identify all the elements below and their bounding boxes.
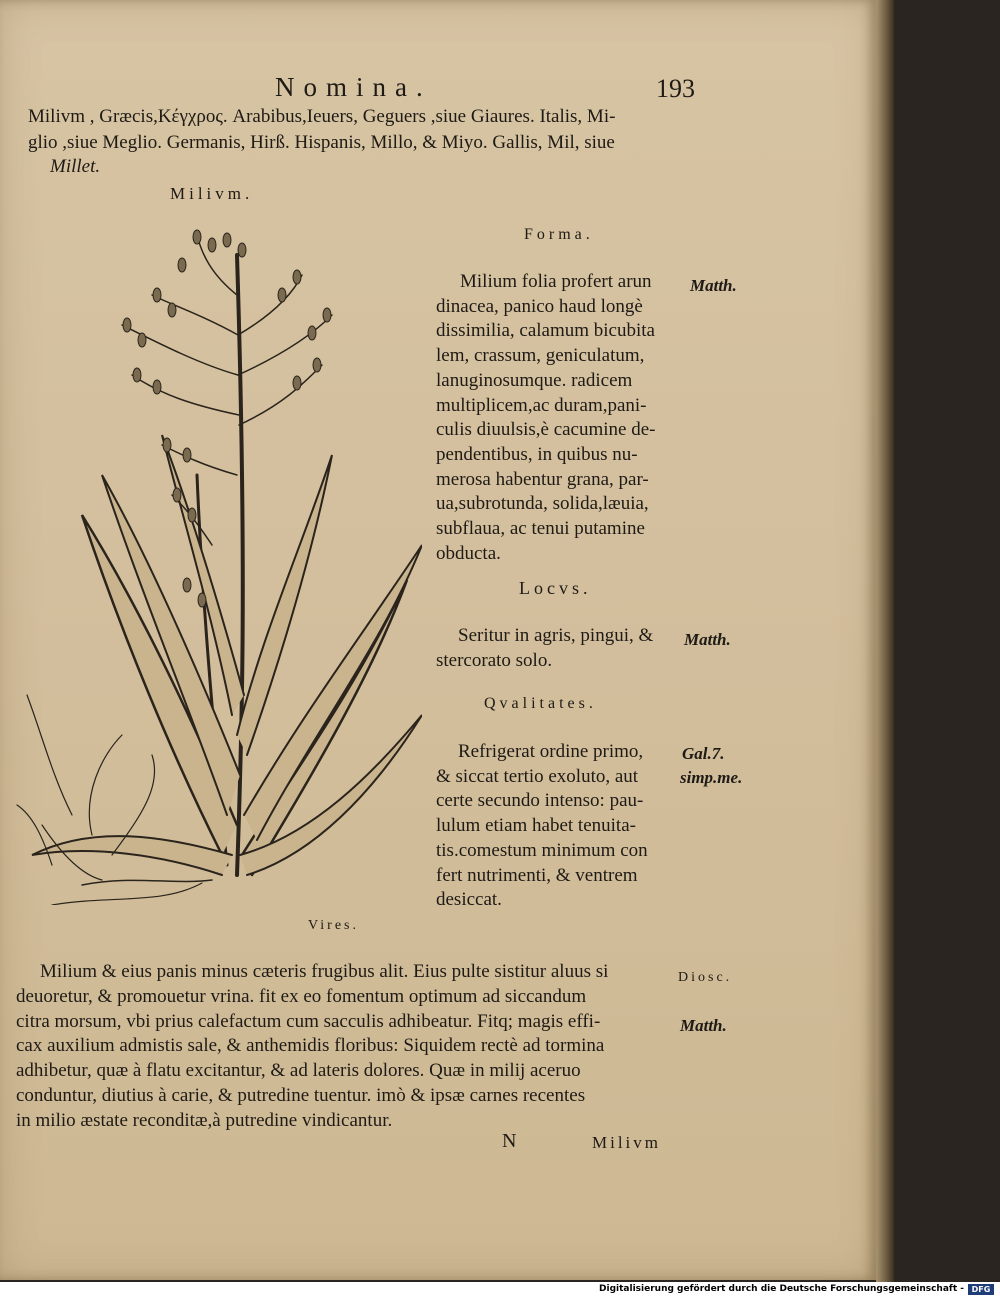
qualitates-margin-note-1: Gal.7. bbox=[682, 744, 725, 763]
digitization-credit: Digitalisierung gefördert durch die Deutsche Forschungsgemeinschaft - bbox=[599, 1284, 964, 1294]
vires-margin-note-2: Matth. bbox=[680, 1016, 727, 1035]
forma-line: pendentibus, in quibus nu- bbox=[436, 443, 638, 465]
locus-line: stercorato solo. bbox=[436, 649, 553, 671]
vires-line: cax auxilium admistis sale, & anthemidis floribus: Siquidem rectè ad tormina bbox=[16, 1035, 605, 1057]
vires-heading: Vires. bbox=[308, 918, 359, 933]
locus-line: Seritur in agris, pingui, & bbox=[458, 625, 654, 646]
vires-line: deuoretur, & promouetur vrina. fit ex eo fomentum optimum ad siccandum bbox=[16, 985, 587, 1007]
locus-text bbox=[436, 624, 653, 673]
forma-line: dinacea, panico haud longè bbox=[436, 295, 643, 317]
dfg-logo[interactable]: DFG bbox=[968, 1284, 994, 1295]
running-header-title: Nomina. bbox=[275, 72, 432, 102]
qualitates-line: desiccat. bbox=[436, 889, 502, 911]
vires-line: Milium & eius panis minus cæteris frugibus alit. Eius pulte sistitur aluus si bbox=[40, 961, 609, 982]
qualitates-margin-note-2: simp.me. bbox=[680, 768, 743, 787]
forma-line: ua,subrotunda, solida,læuia, bbox=[436, 493, 649, 515]
locus-margin-note: Matth. bbox=[684, 630, 731, 649]
millet-plant-woodcut-icon bbox=[12, 215, 422, 905]
signature-mark: N bbox=[502, 1130, 517, 1152]
qualitates-line: fert nutrimenti, & ventrem bbox=[436, 864, 638, 886]
nomina-line-3: Millet. bbox=[50, 156, 101, 177]
illustration-title: Milivm. bbox=[170, 184, 254, 203]
forma-line: multiplicem,ac duram,pani- bbox=[436, 394, 647, 416]
page-edge bbox=[876, 0, 894, 1282]
forma-line: dissimilia, calamum bicubita bbox=[436, 320, 655, 342]
forma-margin-note: Matth. bbox=[690, 276, 737, 295]
nomina-line-1: Milivm , Græcis,Κέγχρος. Arabibus,Ieuers, Geguers ,siue Giaures. Italis, Mi- bbox=[28, 106, 616, 127]
page-number: 193 bbox=[656, 74, 695, 103]
qualitates-text bbox=[436, 740, 648, 913]
forma-line: obducta. bbox=[436, 542, 501, 564]
qualitates-line: tis.comestum minimum con bbox=[436, 839, 648, 861]
qualitates-line: Refrigerat ordine primo, bbox=[458, 741, 644, 762]
forma-line: lem, crassum, geniculatum, bbox=[436, 345, 645, 367]
vires-line: conduntur, diutius à carie, & putredine tuentur. imò & ipsæ carnes recentes bbox=[16, 1084, 586, 1106]
nomina-line-2: glio ,siue Meglio. Germanis, Hirß. Hispanis, Millo, & Miyo. Gallis, Mil, siue bbox=[28, 132, 615, 153]
forma-text bbox=[436, 270, 656, 566]
forma-line: merosa habentur grana, par- bbox=[436, 468, 649, 490]
vires-line: citra morsum, vbi prius calefactum cum sacculis adhibeatur. Fitq; magis effi- bbox=[16, 1010, 601, 1032]
forma-line: culis diuulsis,è cacumine de- bbox=[436, 419, 656, 441]
qualitates-line: certe secundo intenso: pau- bbox=[436, 790, 644, 812]
forma-heading: Forma. bbox=[524, 226, 594, 243]
forma-line: subflaua, ac tenui putamine bbox=[436, 518, 645, 540]
catchword: Milivm bbox=[592, 1133, 662, 1152]
locus-heading: Locvs. bbox=[519, 578, 592, 598]
vires-line: in milio æstate reconditæ,à putredine vindicantur. bbox=[16, 1109, 393, 1131]
vires-line: adhibetur, quæ à flatu excitantur, & ad lateris dolores. Quæ in milij aceruo bbox=[16, 1060, 581, 1082]
vires-text bbox=[16, 960, 608, 1134]
forma-line: lanuginosumque. radicem bbox=[436, 369, 633, 391]
qualitates-line: lulum etiam habet tenuita- bbox=[436, 815, 636, 837]
vires-margin-note-1: Diosc. bbox=[678, 970, 733, 985]
forma-line: Milium folia profert arun bbox=[460, 271, 652, 292]
qualitates-line: & siccat tertio exoluto, aut bbox=[436, 765, 639, 787]
qualitates-heading: Qvalitates. bbox=[484, 695, 597, 712]
